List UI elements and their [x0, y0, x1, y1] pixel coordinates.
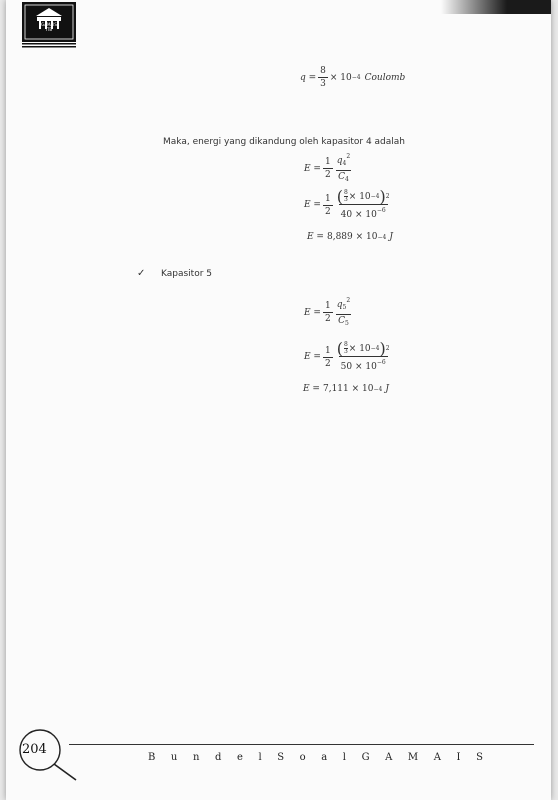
document-page — [6, 0, 551, 800]
section-heading: Kapasitor 5 — [161, 269, 212, 279]
logo-sub: ITB — [45, 27, 53, 32]
energy-substitution-k5: E = $\frac{1}{2}$ ( $\frac{8}{3}$ × 10 −4 ) 2 $50 \times 10^{-6}$ — [304, 338, 390, 372]
energy-result-k4: E = 8,889 × 10 −4 J — [307, 232, 393, 242]
energy-substitution-k4: E = $\frac{1}{2}$ ( $\frac{8}{3}$ × 10 −4 ) 2 $40 \times 10^{-6}$ — [304, 186, 390, 220]
footer-title: B u n d e l S o a l G A M A I S — [148, 752, 490, 763]
checkmark-icon: ✓ — [137, 268, 146, 279]
page-number: 204 — [22, 742, 47, 757]
intro-paragraph: Maka, energi yang dikandung oleh kapasitor 4 adalah — [163, 137, 406, 147]
energy-formula-k5: E = $\frac{1}{2}$ $\frac{q_5^2}{C_5}$ — [304, 297, 351, 327]
logo-name: GAMAIS — [41, 22, 57, 27]
charge-equation: q = $\frac{8}{3}$ × 10 −4 Coulomb — [300, 66, 406, 89]
scan-shadow — [441, 0, 551, 14]
energy-result-k5: E = 7,111 × 10 −4 J — [303, 384, 389, 394]
gamais-logo — [22, 2, 76, 48]
fraction: $\frac{8}{3}$ — [320, 66, 326, 89]
energy-formula-k4: E = $\frac{1}{2}$ $\frac{q_4^2}{C_4}$ — [304, 153, 351, 183]
unit-label: Coulomb — [364, 72, 406, 83]
eq-lhs: q = — [300, 72, 317, 83]
footer-rule — [69, 744, 534, 745]
